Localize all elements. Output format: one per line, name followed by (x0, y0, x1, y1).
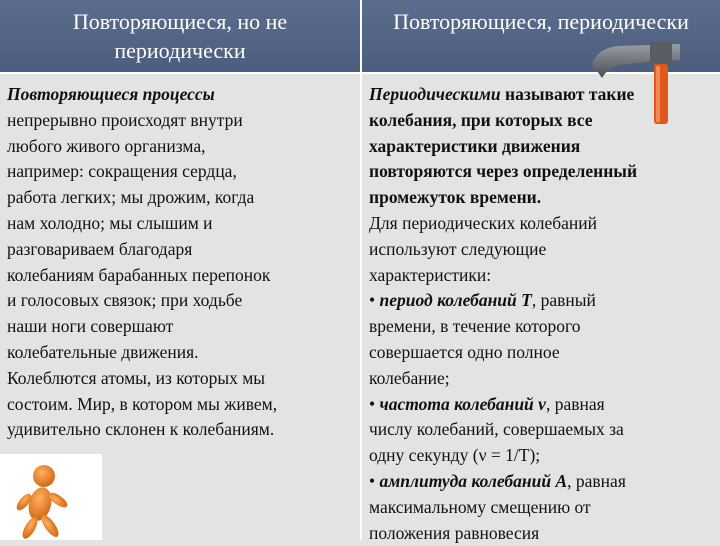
text-line (369, 521, 637, 546)
text-line (369, 340, 637, 366)
text-segment: одну секунду (ν = 1/T); (369, 445, 541, 466)
left-column-text (7, 82, 277, 443)
text-segment: совершается одно полное (369, 341, 560, 362)
text-segment: и голосовых связок; при ходьбе (7, 290, 243, 311)
text-line (369, 366, 637, 392)
text-segment: например: сокращения сердца, (7, 161, 237, 182)
text-line (7, 417, 277, 443)
right-column-text (369, 82, 637, 546)
text-line (369, 417, 637, 443)
text-line (369, 134, 637, 160)
text-line (369, 237, 637, 263)
text-segment: состоим. Мир, в котором мы живем, (7, 393, 278, 414)
hammer-icon (588, 34, 684, 130)
text-segment: , равная (567, 470, 626, 491)
text-line (369, 288, 637, 314)
text-segment: характеристики: (369, 264, 492, 285)
text-segment: • (369, 470, 380, 491)
text-segment: любого живого организма, (7, 135, 206, 156)
text-line (7, 159, 277, 185)
text-segment: времени, в течение которого (369, 316, 581, 337)
text-segment: работа легких; мы дрожим, когда (7, 187, 255, 208)
text-line (369, 263, 637, 289)
text-segment: частота колебаний ν (379, 393, 546, 414)
text-line (7, 108, 277, 134)
text-segment: наши ноги совершают (7, 316, 174, 337)
text-segment: промежуток времени. (369, 187, 542, 208)
text-segment: амплитуда колебаний А (379, 470, 568, 491)
text-line (369, 159, 637, 185)
text-segment: • (369, 393, 380, 414)
text-line (7, 82, 277, 108)
text-line (7, 185, 277, 211)
text-segment: колебательные движения. (7, 341, 199, 362)
text-segment: колебаниям барабанных перепонок (7, 264, 271, 285)
header-left-text: Повторяющиеся, но не периодически (72, 9, 288, 63)
text-line (7, 288, 277, 314)
text-line (7, 392, 277, 418)
text-segment: максимальному смещению от (369, 496, 591, 517)
text-line (7, 211, 277, 237)
text-segment: разговариваем благодаря (7, 238, 193, 259)
text-line (7, 134, 277, 160)
text-line (7, 340, 277, 366)
text-segment: характеристики движения (369, 135, 581, 156)
text-segment: Повторяющиеся процессы (7, 84, 215, 104)
text-segment: , равная (545, 393, 605, 414)
running-figure (0, 454, 102, 540)
text-line (369, 495, 637, 521)
text-line (7, 366, 277, 392)
text-segment: период колебаний Т (379, 290, 532, 311)
text-segment: нам холодно; мы слышим и (7, 212, 213, 233)
text-line (7, 263, 277, 289)
text-line (369, 314, 637, 340)
text-segment: • (369, 290, 380, 311)
text-segment: числу колебаний, совершаемых за (369, 419, 624, 440)
text-segment: колебания, при которых все (369, 109, 593, 130)
header-left (0, 0, 360, 72)
text-segment: используют следующие (369, 238, 547, 259)
text-segment: называют такие (500, 84, 635, 104)
text-segment: повторяются через определенный (369, 161, 638, 182)
column-divider (360, 0, 362, 540)
text-segment: колебание; (369, 367, 450, 388)
text-segment: удивительно склонен к колебаниям. (7, 419, 275, 440)
header-right-text: Повторяющиеся, периодически (393, 9, 689, 34)
text-segment: Колеблются атомы, из которых мы (7, 367, 266, 388)
text-segment: , равный (531, 290, 596, 311)
text-segment: Периодическими (369, 84, 501, 104)
text-line (369, 185, 637, 211)
text-line (7, 314, 277, 340)
text-line (369, 469, 637, 495)
text-segment: непрерывно происходят внутри (7, 109, 243, 130)
text-line (369, 211, 637, 237)
text-line (369, 443, 637, 469)
text-line (369, 392, 637, 418)
text-segment: положения равновесия (369, 522, 540, 543)
running-figure-icon (0, 454, 102, 540)
text-line (7, 237, 277, 263)
text-segment: Для периодических колебаний (369, 212, 598, 233)
